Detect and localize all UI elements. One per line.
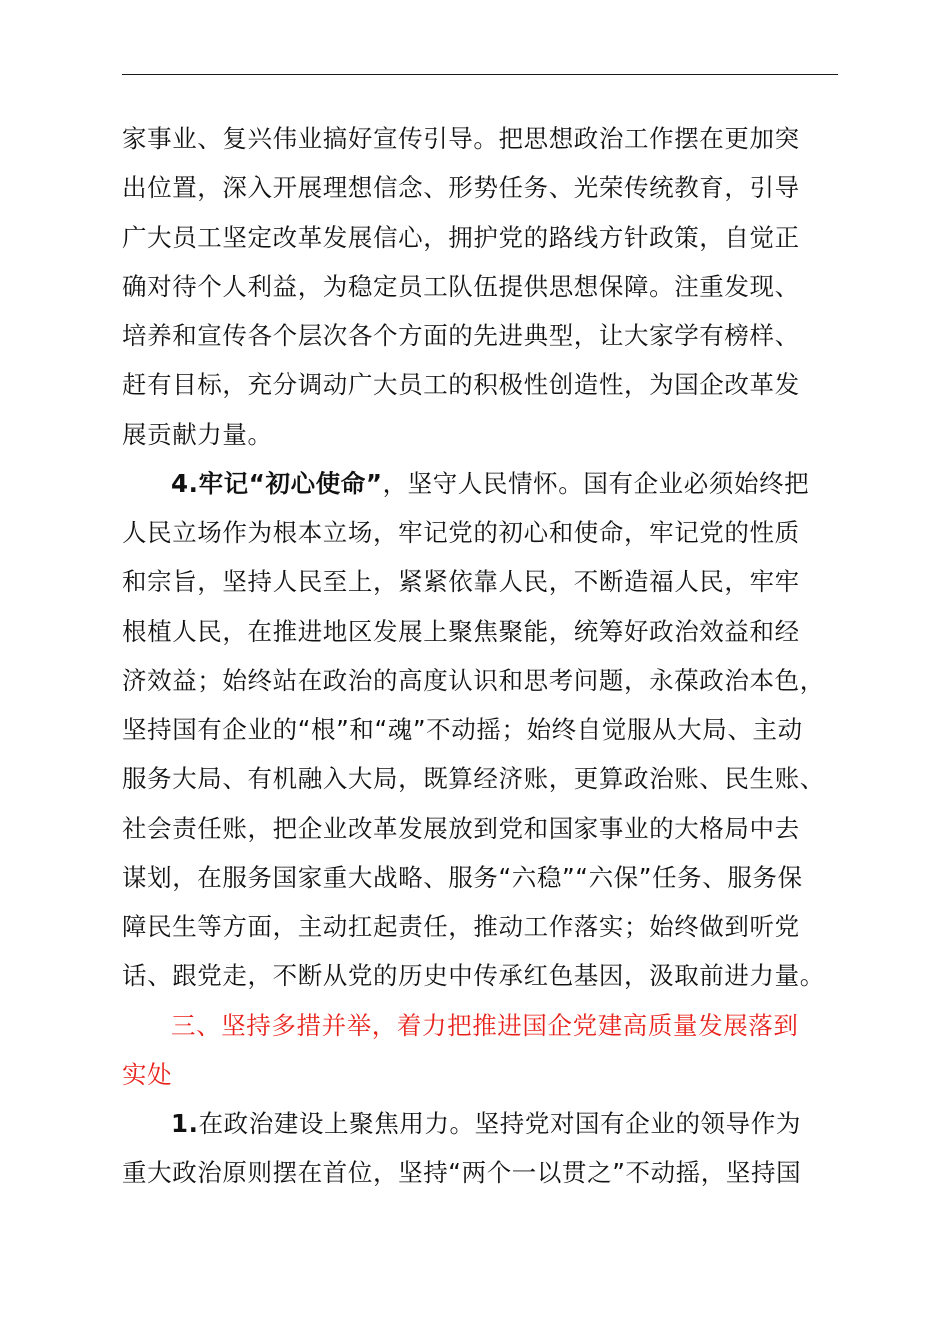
paragraph-4-first-line [122,459,882,508]
body-line: 和宗旨，坚持人民至上，紧紧依靠人民，不断造福人民，牢牢 [122,567,800,597]
body-line: 赶有目标，充分调动广大员工的积极性创造性，为国企改革发 [122,370,800,400]
body-line: 坚持国有企业的“根”和“魂”不动摇；始终自觉服从大局、主动 [122,715,803,744]
item-heading: 牢记“初心使命” [198,468,383,498]
item-number: 1. [171,1109,199,1138]
body-line: 人民立场作为根本立场，牢记党的初心和使命，牢记党的性质 [122,518,800,547]
header-rule [122,74,838,75]
body-line: 出位置，深入开展理想信念、形势任务、光荣传统教育，引导 [122,173,800,203]
item-text: ，坚守人民情怀。国有企业必须始终把 [382,468,810,498]
body-line: 确对待个人利益，为稳定员工队伍提供思想保障。注重发现、 [122,271,800,301]
body-line: 社会责任账，把企业改革发展放到党和国家事业的大格局中去 [122,813,800,843]
body-line: 展贡献力量。 [122,419,273,449]
paragraph-1-first-line [122,1099,882,1148]
body-line: 培养和宣传各个层次各个方面的先进典型，让大家学有榜样、 [122,321,800,350]
body-line: 根植人民，在推进地区发展上聚焦聚能，统筹好政治效益和经 [122,616,800,646]
body-line: 广大员工坚定改革发展信心，拥护党的路线方针政策，自觉正 [122,222,800,252]
body-line: 服务大局、有机融入大局，既算经济账，更算政治账、民生账、 [122,764,825,794]
section-heading: 三、坚持多措并举，着力把推进国企党建高质量发展落到 [171,1010,799,1040]
body-line: 障民生等方面，主动扛起责任，推动工作落实；始终做到听党 [122,912,800,941]
item-number: 4. [171,468,199,498]
section-heading-cont: 实处 [122,1059,173,1089]
item-text: 在政治建设上聚焦用力。坚持党对国有企业的领导作为 [198,1109,801,1138]
body-line: 济效益；始终站在政治的高度认识和思考问题，永葆政治本色， [122,665,825,695]
body-line: 话、跟党走，不断从党的历史中传承红色基因，汲取前进力量。 [122,961,825,991]
body-line: 谋划，在服务国家重大战略、服务“六稳”“六保”任务、服务保 [122,862,803,892]
body-line: 家事业、复兴伟业搞好宣传引导。把思想政治工作摆在更加突 [122,124,800,153]
body-line: 重大政治原则摆在首位，坚持“两个一以贯之”不动摇，坚持国 [122,1158,802,1188]
document-body [122,114,882,1198]
